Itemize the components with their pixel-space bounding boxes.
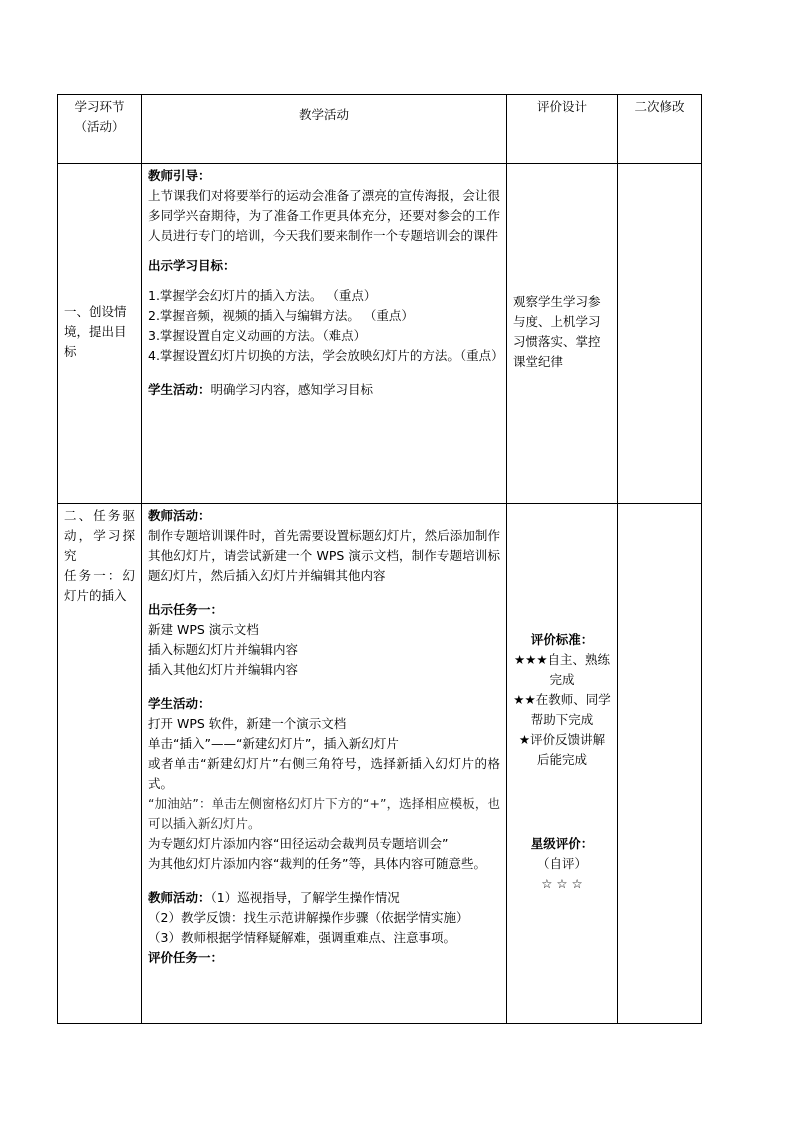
- list-item: 4.掌握设置幻灯片切换的方法，学会放映幻灯片的方法。（重点）: [148, 348, 504, 363]
- section-label: 教师引导：: [148, 168, 211, 183]
- star-rating: ☆ ☆ ☆: [541, 876, 583, 891]
- stage-cell: 一、创设情境，提出目标: [58, 164, 142, 504]
- list-item: 1.掌握学会幻灯片的插入方法。 （重点）: [148, 288, 377, 303]
- header-evaluation: 评价设计: [507, 95, 618, 164]
- header-row: [58, 95, 702, 164]
- paragraph: 上节课我们对将要举行的运动会准备了漂亮的宣传海报，会让很多同学兴奋期待，为了准备工作更具体充分，还要对参会的工作人员进行专门的培训，今天我们要来制作一个专题培训会的课件: [148, 188, 500, 243]
- section-label: 出示学习目标：: [148, 258, 236, 273]
- header-revision: 二次修改: [618, 95, 702, 164]
- evaluation-cell: 观察学生学习参与度、上机学习习惯落实、掌控课堂纪律: [507, 164, 618, 504]
- header-activity: 教学活动: [142, 95, 507, 164]
- paragraph: 制作专题培训课件时，首先需要设置标题幻灯片，然后添加制作其他幻灯片，请尝试新建一个 WPS 演示文档，制作专题培训标题幻灯片，然后插入幻灯片并编辑其他内容: [148, 528, 500, 583]
- list-item: 单击“插入”——“新建幻灯片”，插入新幻灯片: [148, 736, 399, 751]
- list-item: 为其他幻灯片添加内容“裁判的任务”等，具体内容可随意些。: [148, 856, 486, 871]
- paragraph: 教师活动：（1）巡视指导，了解学生操作情况: [148, 890, 400, 905]
- activity-cell: [142, 164, 507, 504]
- list-item: 3.掌握设置自定义动画的方法。（难点）: [148, 328, 367, 343]
- list-item: 插入标题幻灯片并编辑内容: [148, 642, 299, 657]
- list-item: 或者单击“新建幻灯片”右侧三角符号，选择新插入幻灯片的格式。: [148, 756, 500, 791]
- paragraph: 学生活动：明确学习内容，感知学习目标: [148, 382, 374, 397]
- self-eval-label: （自评）: [536, 856, 587, 871]
- revision-cell: [618, 164, 702, 504]
- list-item: 插入其他幻灯片并编辑内容: [148, 662, 299, 677]
- revision-cell: [618, 504, 702, 1024]
- list-item: 2.掌握音频，视频的插入与编辑方法。 （重点）: [148, 308, 414, 323]
- list-item: 新建 WPS 演示文档: [148, 622, 259, 637]
- activity-cell: [142, 504, 507, 1024]
- list-item: （3）教师根据学情释疑解难，强调重难点、注意事项。: [148, 930, 456, 945]
- header-stage: 学习环节 （活动）: [58, 95, 142, 164]
- section-label: 学生活动：: [148, 696, 211, 711]
- section-label: 评价任务一：: [148, 950, 224, 965]
- evaluation-cell: [507, 504, 618, 1024]
- section-label: 出示任务一：: [148, 602, 224, 617]
- section-label: 教师活动：: [148, 508, 211, 523]
- section-label: 评价标准：: [530, 632, 594, 647]
- table-row: [58, 164, 702, 504]
- table-row: [58, 504, 702, 1024]
- list-item: ★评价反馈讲解后能完成: [518, 732, 606, 767]
- list-item: ★★在教师、同学帮助下完成: [513, 692, 611, 727]
- list-item: （2）教学反馈：找生示范讲解操作步骤（依据学情实施）: [148, 910, 469, 925]
- list-item: ★★★自主、熟练完成: [513, 652, 611, 687]
- list-item: 打开 WPS 软件，新建一个演示文档: [148, 716, 347, 731]
- list-item: 为专题幻灯片添加内容“田径运动会裁判员专题培训会”: [148, 836, 449, 851]
- stage-cell: 二、任务驱动，学习探究 任务一：幻灯片的插入: [58, 504, 142, 1024]
- lesson-plan-table: [57, 94, 702, 1024]
- section-label: 星级评价：: [530, 836, 594, 851]
- list-item: “加油站”：单击左侧窗格幻灯片下方的“+”，选择相应模板，也可以插入新幻灯片。: [148, 796, 500, 831]
